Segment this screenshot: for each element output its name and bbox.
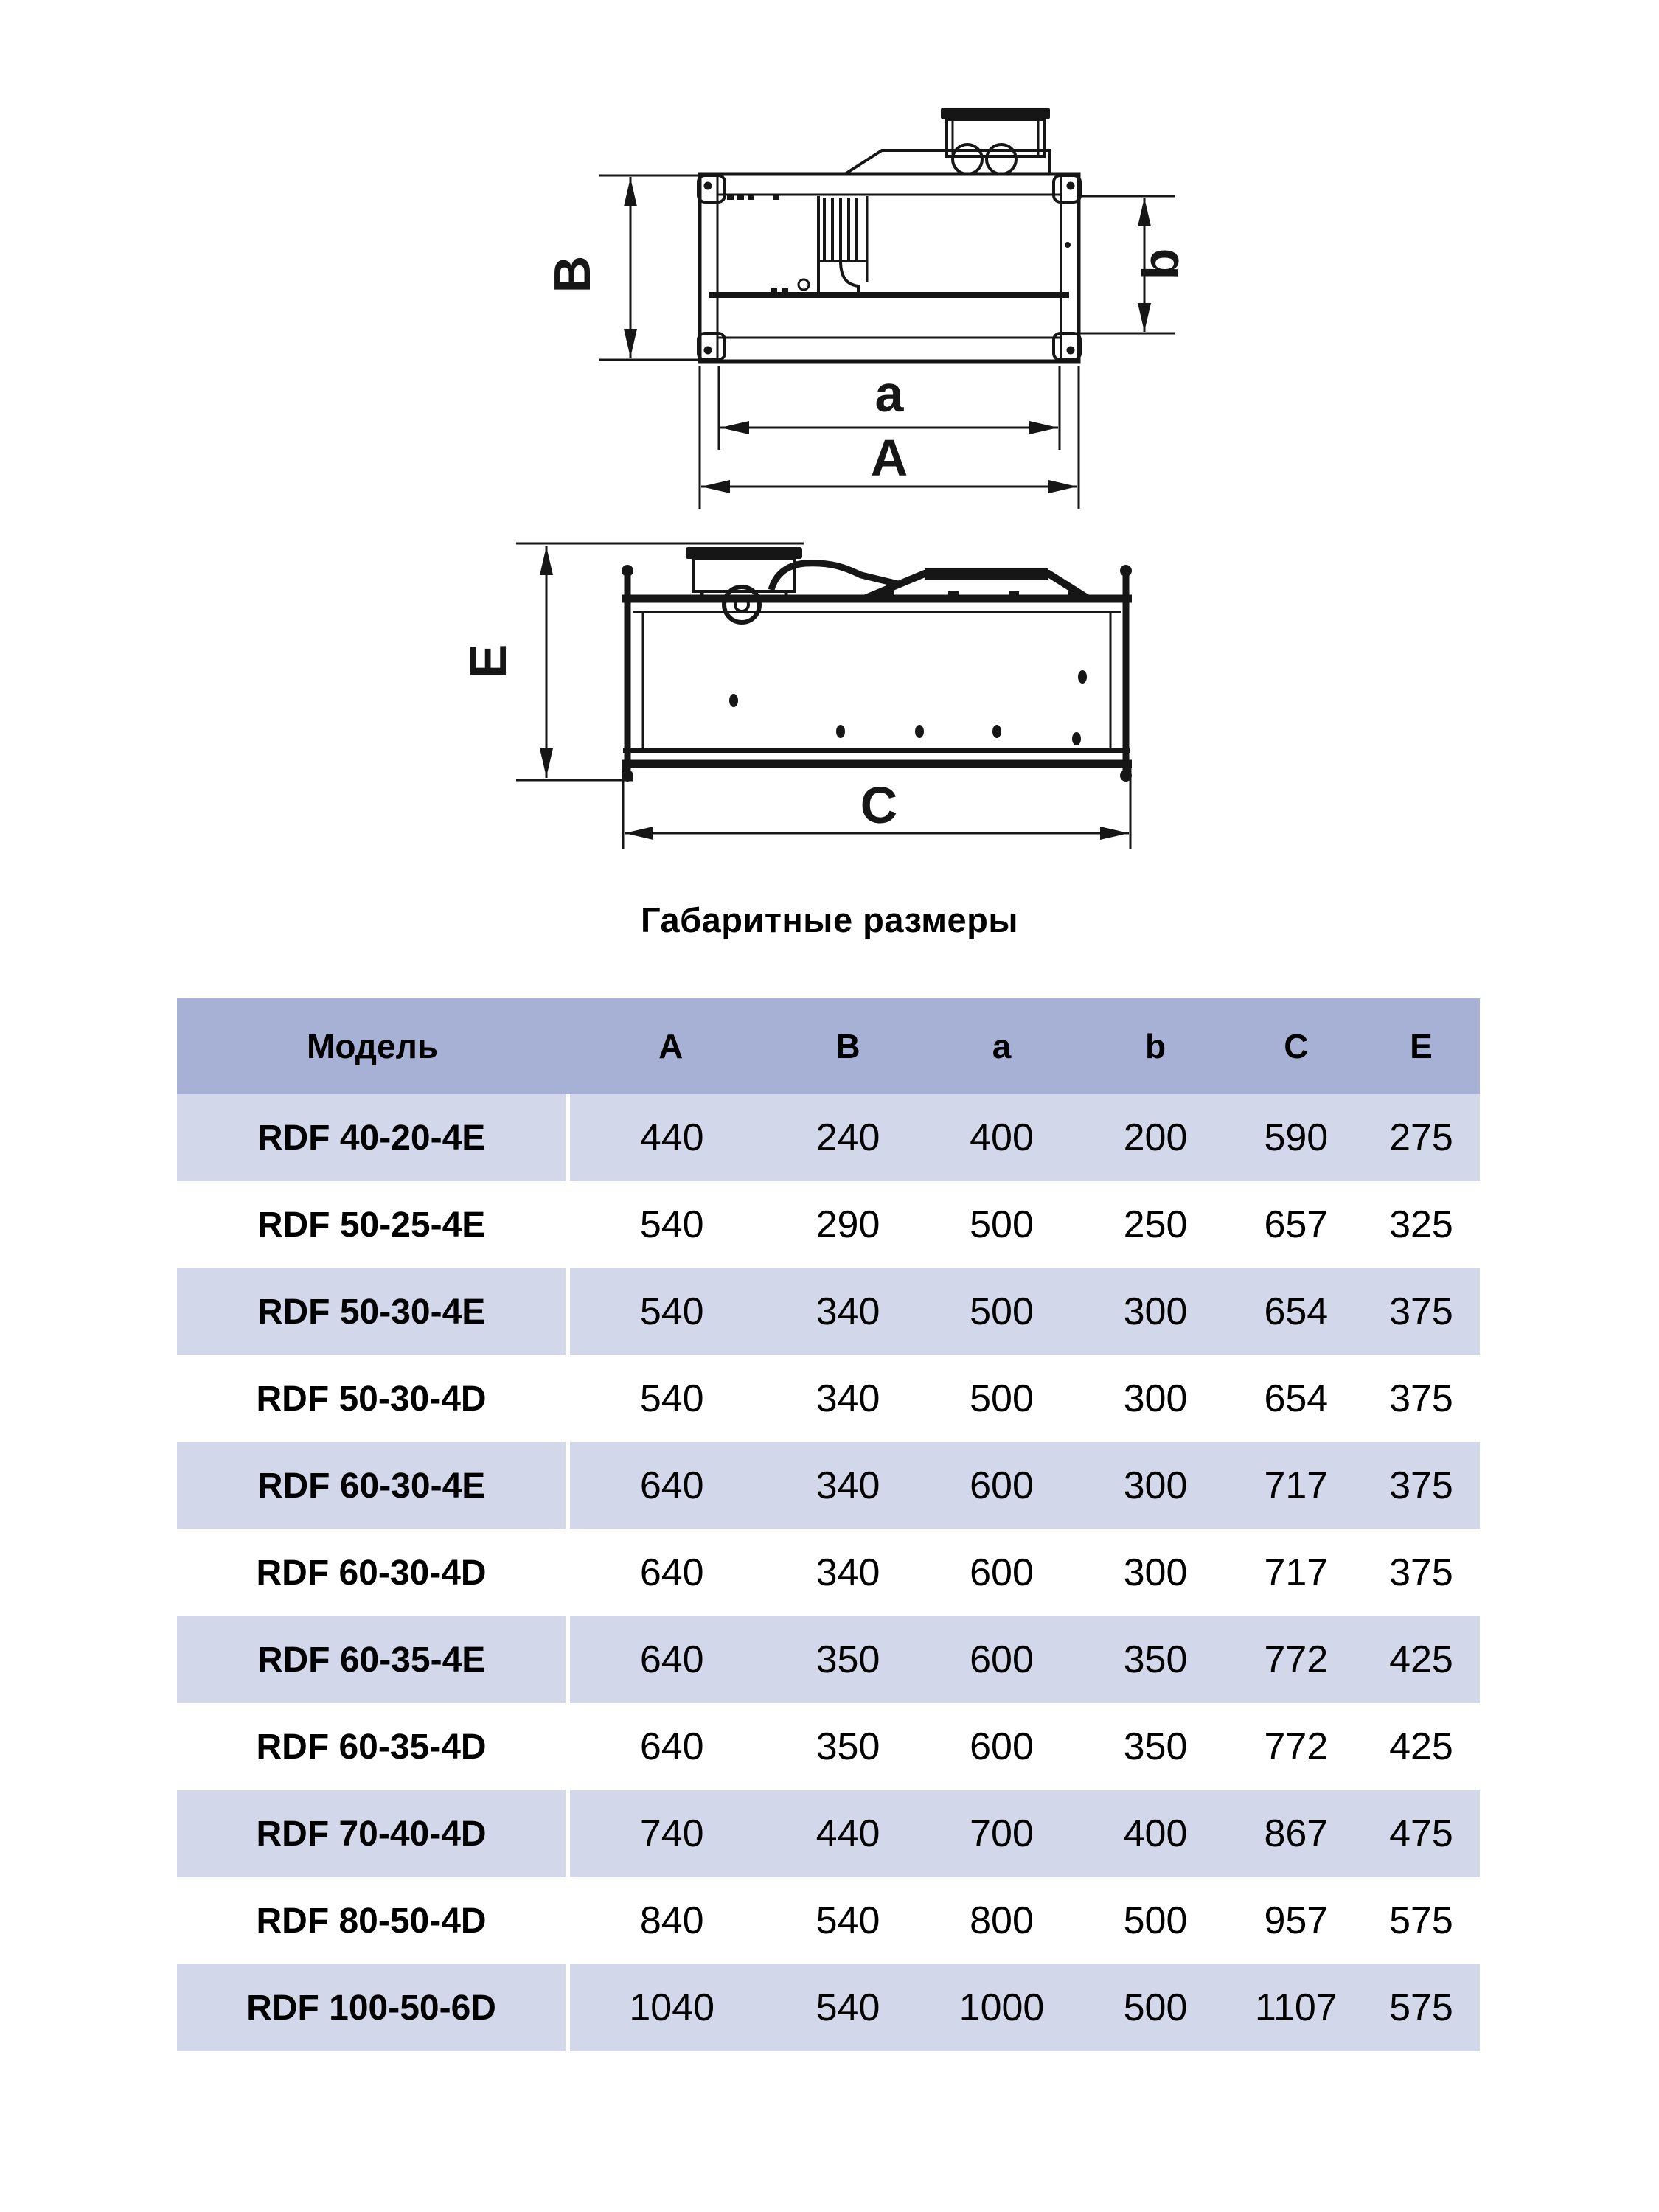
value-cell: 300 (1081, 1355, 1229, 1442)
model-cell: RDF 60-35-4D (177, 1703, 568, 1790)
value-cell: 600 (922, 1442, 1082, 1529)
column-header-A: A (568, 998, 773, 1094)
value-cell: 290 (773, 1181, 922, 1268)
fan-body (698, 174, 1080, 361)
dim-label-B: B (543, 255, 601, 293)
value-cell: 350 (1081, 1703, 1229, 1790)
value-cell: 640 (568, 1703, 773, 1790)
table-header-row (177, 998, 1480, 1094)
value-cell: 425 (1363, 1616, 1480, 1703)
value-cell: 325 (1363, 1181, 1480, 1268)
table-row (177, 1790, 1480, 1877)
value-cell: 1040 (568, 1964, 773, 2051)
column-header-E: E (1363, 998, 1480, 1094)
value-cell: 800 (922, 1877, 1082, 1964)
value-cell: 772 (1230, 1616, 1363, 1703)
dimension-E (459, 543, 804, 780)
value-cell: 340 (773, 1529, 922, 1616)
dimensions-table (177, 998, 1482, 2051)
rivet-dots (729, 670, 1087, 745)
dimension-C (623, 768, 1130, 849)
model-cell: RDF 60-30-4D (177, 1529, 568, 1616)
dim-label-C: C (860, 776, 898, 834)
value-cell: 590 (1230, 1094, 1363, 1181)
value-cell: 1107 (1230, 1964, 1363, 2051)
table-row (177, 1094, 1480, 1181)
value-cell: 375 (1363, 1529, 1480, 1616)
value-cell: 867 (1230, 1790, 1363, 1877)
dimension-B (543, 175, 701, 360)
value-cell: 340 (773, 1268, 922, 1355)
value-cell: 500 (922, 1355, 1082, 1442)
fan-front-view-diagram (459, 531, 1224, 944)
value-cell: 240 (773, 1094, 922, 1181)
dim-label-a: a (874, 365, 904, 422)
column-header-a: a (922, 998, 1082, 1094)
value-cell: 740 (568, 1790, 773, 1877)
value-cell: 400 (922, 1094, 1082, 1181)
table-row (177, 1877, 1480, 1964)
value-cell: 654 (1230, 1268, 1363, 1355)
value-cell: 250 (1081, 1181, 1229, 1268)
fan-side-view-diagram (543, 81, 1224, 524)
value-cell: 540 (568, 1268, 773, 1355)
model-cell: RDF 50-30-4D (177, 1355, 568, 1442)
value-cell: 540 (773, 1877, 922, 1964)
table-row (177, 1529, 1480, 1616)
value-cell: 350 (773, 1616, 922, 1703)
value-cell: 300 (1081, 1529, 1229, 1616)
value-cell: 640 (568, 1616, 773, 1703)
value-cell: 600 (922, 1529, 1082, 1616)
value-cell: 500 (1081, 1877, 1229, 1964)
motor-grille (820, 198, 867, 261)
value-cell: 425 (1363, 1703, 1480, 1790)
table-row (177, 1355, 1480, 1442)
value-cell: 440 (568, 1094, 773, 1181)
value-cell: 300 (1081, 1442, 1229, 1529)
model-cell: RDF 70-40-4D (177, 1790, 568, 1877)
value-cell: 717 (1230, 1529, 1363, 1616)
table-row (177, 1703, 1480, 1790)
value-cell: 540 (773, 1964, 922, 2051)
value-cell: 957 (1230, 1877, 1363, 1964)
value-cell: 640 (568, 1442, 773, 1529)
terminal-box (845, 108, 1050, 174)
value-cell: 440 (773, 1790, 922, 1877)
value-cell: 540 (568, 1355, 773, 1442)
value-cell: 350 (1081, 1616, 1229, 1703)
value-cell: 500 (922, 1181, 1082, 1268)
table-row (177, 1442, 1480, 1529)
value-cell: 1000 (922, 1964, 1082, 2051)
model-cell: RDF 40-20-4E (177, 1094, 568, 1181)
model-cell: RDF 50-25-4E (177, 1181, 568, 1268)
value-cell: 575 (1363, 1877, 1480, 1964)
value-cell: 300 (1081, 1268, 1229, 1355)
value-cell: 700 (922, 1790, 1082, 1877)
value-cell: 657 (1230, 1181, 1363, 1268)
dim-label-b: b (1132, 248, 1189, 280)
value-cell: 600 (922, 1616, 1082, 1703)
value-cell: 375 (1363, 1355, 1480, 1442)
column-header-model: Модель (177, 998, 568, 1094)
model-cell: RDF 50-30-4E (177, 1268, 568, 1355)
model-cell: RDF 60-30-4E (177, 1442, 568, 1529)
value-cell: 375 (1363, 1442, 1480, 1529)
section-title: Габаритные размеры (640, 900, 1019, 939)
value-cell: 540 (568, 1181, 773, 1268)
value-cell: 350 (773, 1703, 922, 1790)
model-cell: RDF 80-50-4D (177, 1877, 568, 1964)
value-cell: 275 (1363, 1094, 1480, 1181)
column-header-B: B (773, 998, 922, 1094)
dim-label-A: A (870, 429, 908, 487)
value-cell: 772 (1230, 1703, 1363, 1790)
dim-label-E: E (459, 644, 517, 679)
table-row (177, 1268, 1480, 1355)
value-cell: 575 (1363, 1964, 1480, 2051)
value-cell: 500 (922, 1268, 1082, 1355)
value-cell: 717 (1230, 1442, 1363, 1529)
value-cell: 500 (1081, 1964, 1229, 2051)
column-header-b: b (1081, 998, 1229, 1094)
value-cell: 475 (1363, 1790, 1480, 1877)
model-cell: RDF 60-35-4E (177, 1616, 568, 1703)
value-cell: 340 (773, 1355, 922, 1442)
cable (771, 563, 898, 590)
value-cell: 600 (922, 1703, 1082, 1790)
value-cell: 400 (1081, 1790, 1229, 1877)
table-row (177, 1616, 1480, 1703)
value-cell: 654 (1230, 1355, 1363, 1442)
flange-corner-brackets (698, 175, 1080, 360)
model-cell: RDF 100-50-6D (177, 1964, 568, 2051)
dimensions-table-body (177, 1094, 1480, 2051)
value-cell: 200 (1081, 1094, 1229, 1181)
table-row (177, 1181, 1480, 1268)
value-cell: 375 (1363, 1268, 1480, 1355)
table-row (177, 1964, 1480, 2051)
value-cell: 840 (568, 1877, 773, 1964)
value-cell: 340 (773, 1442, 922, 1529)
value-cell: 640 (568, 1529, 773, 1616)
dimension-b (1080, 196, 1189, 333)
column-header-C: C (1230, 998, 1363, 1094)
